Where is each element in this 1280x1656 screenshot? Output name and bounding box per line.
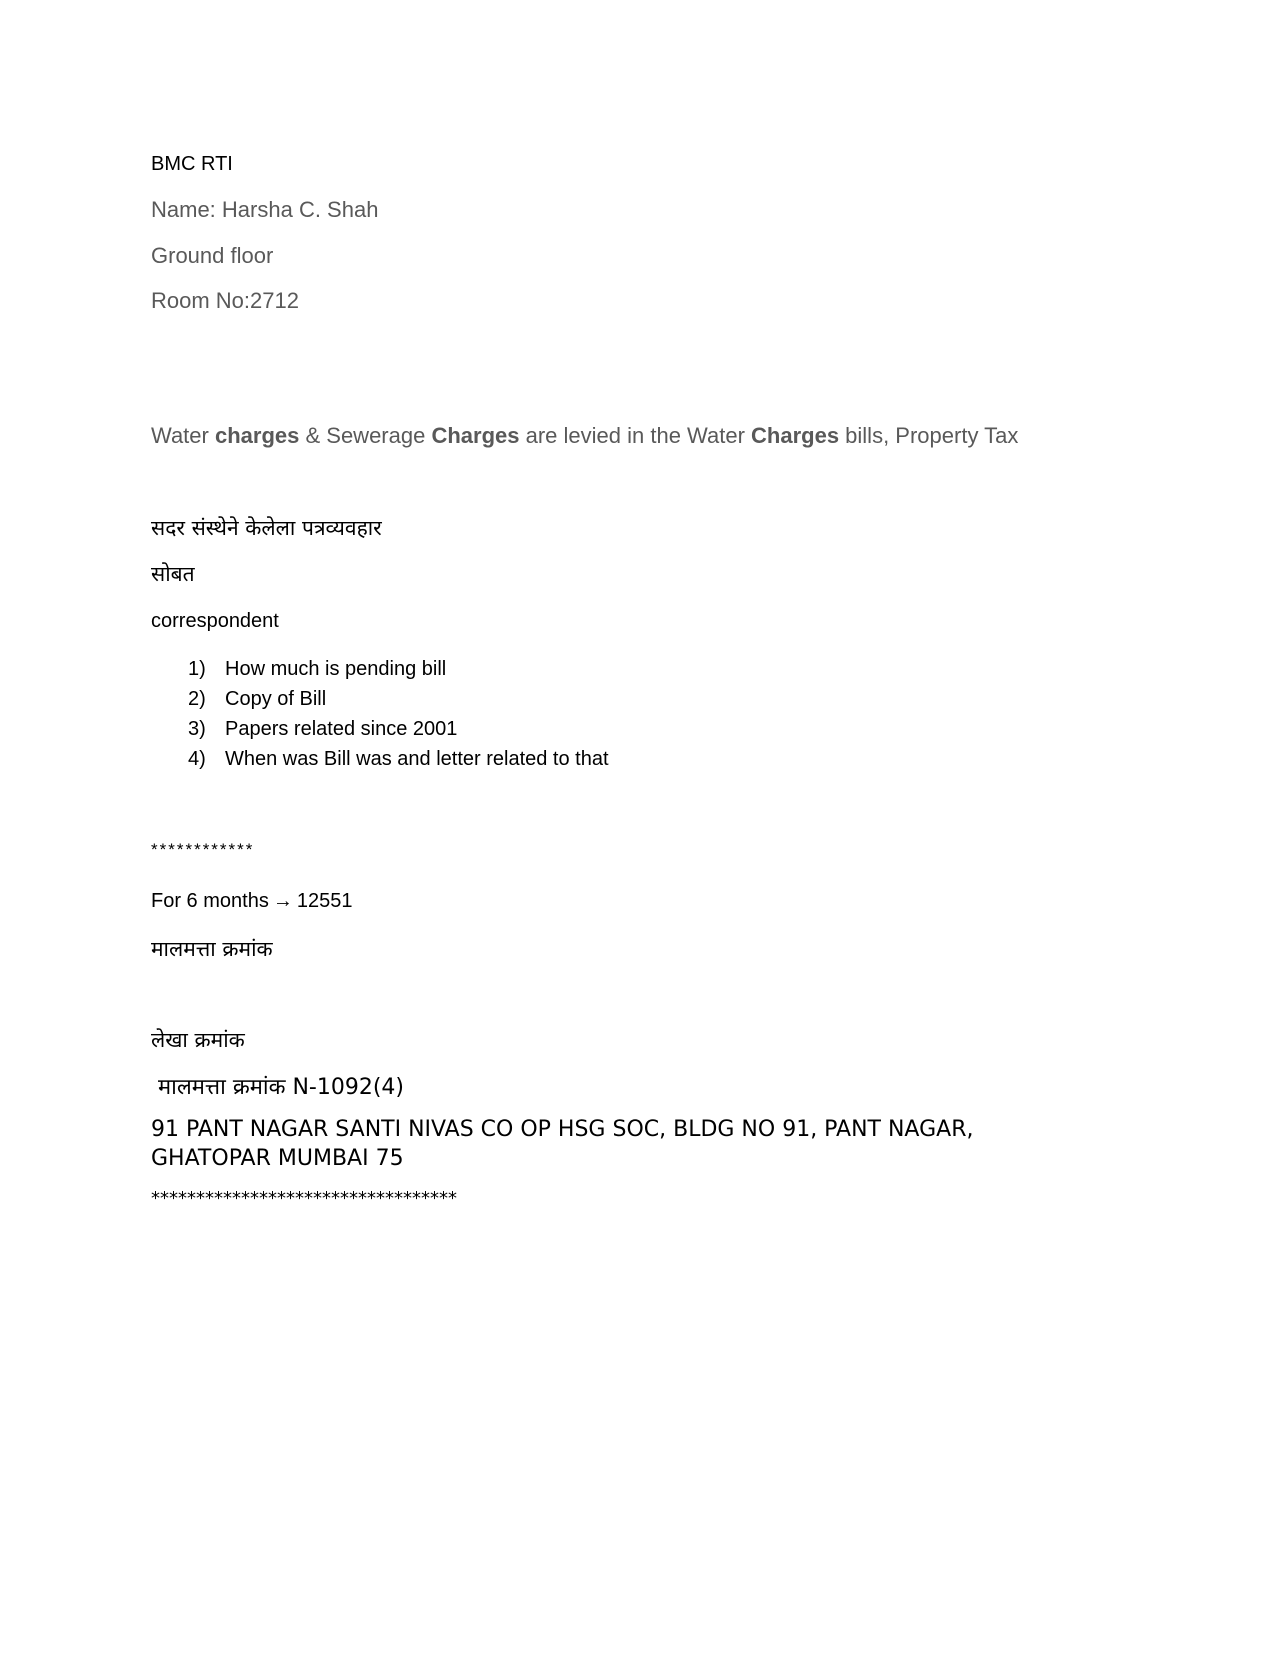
property-number-label: मालमत्ता क्रमांक bbox=[151, 937, 273, 961]
list-item: 3) Papers related since 2001 bbox=[188, 718, 458, 740]
property-number-line: मालमत्ता क्रमांक N-1092(4) bbox=[151, 1075, 404, 1100]
arrow-icon: → bbox=[272, 890, 293, 912]
charges-part6: Charges bbox=[751, 423, 840, 448]
charges-part4: Charges bbox=[431, 423, 520, 448]
months-line bbox=[151, 890, 352, 913]
name-line: Name: Harsha C. Shah bbox=[151, 197, 379, 222]
address-line-1: 91 PANT NAGAR SANTI NIVAS CO OP HSG SOC, BLDG NO 91, PANT NAGAR, bbox=[151, 1117, 974, 1142]
room-line: Room No:2712 bbox=[151, 288, 299, 313]
floor-line: Ground floor bbox=[151, 243, 274, 268]
list-item: 2) Copy of Bill bbox=[188, 688, 327, 710]
list-item: 1) How much is pending bill bbox=[188, 658, 447, 680]
charges-part5: are levied in the Water bbox=[519, 423, 752, 448]
charges-part7: bills, Property Tax bbox=[839, 423, 1019, 448]
list-item: 4) When was Bill was and letter related to that bbox=[188, 748, 609, 770]
request-list bbox=[188, 654, 609, 774]
document-header: BMC RTI bbox=[151, 153, 233, 175]
charges-sentence bbox=[151, 423, 1018, 449]
marathi-line-1: सदर संस्थेने केलेला पत्रव्यवहार bbox=[151, 516, 382, 540]
stars-long: ********************************** bbox=[151, 1188, 457, 1209]
correspondent-line: correspondent bbox=[151, 610, 279, 632]
stars-short: ************ bbox=[151, 840, 255, 859]
months-prefix: For 6 months bbox=[151, 890, 269, 912]
charges-part3: & Sewerage bbox=[299, 423, 432, 448]
marathi-line-2: सोबत bbox=[151, 562, 195, 586]
charges-part2: charges bbox=[214, 423, 300, 448]
months-value: 12551 bbox=[296, 890, 353, 912]
address-line-2: GHATOPAR MUMBAI 75 bbox=[151, 1146, 404, 1171]
charges-part1: Water bbox=[151, 423, 215, 448]
account-number-label: लेखा क्रमांक bbox=[151, 1028, 245, 1052]
